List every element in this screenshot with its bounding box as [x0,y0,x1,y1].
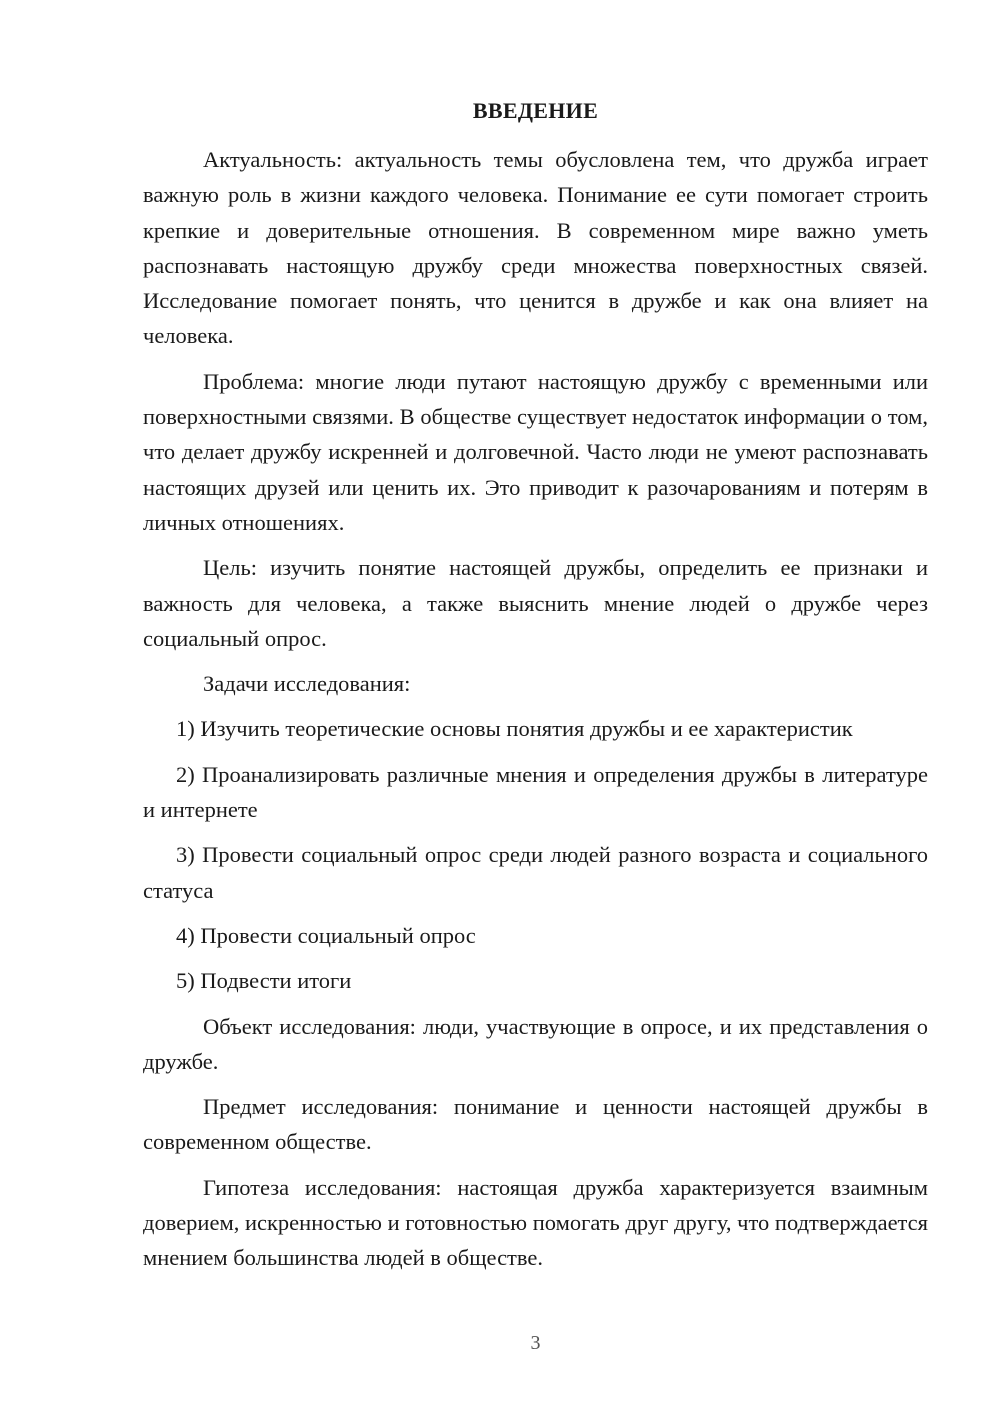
page-title: ВВЕДЕНИЕ [472,98,599,123]
object-paragraph: Объект исследования: люди, участвующие в опросе, и их представления о дружбе. [143,1013,928,1074]
problem-paragraph: Проблема: многие люди путают настоящую дружбу с временными или поверхностными связями. В обществе существует недостаток информации о том, что делает дружбу искренней и долговечной. Часто люди не умеют распознавать настоящих друзей или ценить их. Это приводит к разочарованиям и потерям в личных отношениях. [143,368,928,535]
task-item-3: 3) Провести социальный опрос среди людей разного возраста и социального статуса [143,842,928,903]
subject-paragraph: Предмет исследования: понимание и ценности настоящей дружбы в современном обществе. [143,1094,928,1155]
task-item-4: 4) Провести социальный опрос [176,922,476,948]
document-body [143,142,928,1276]
tasks-heading: Задачи исследования: [203,671,411,697]
hypothesis-paragraph: Гипотеза исследования: настоящая дружба характеризуется взаимным доверием, искренностью и готовностью помогать друг другу, что подтверждается мнением большинства людей в обществе. [143,1174,928,1271]
relevance-paragraph: Актуальность: актуальность темы обусловлена тем, что дружба играет важную роль в жизни каждого человека. Понимание ее сути помогает строить крепкие и доверительные отношения. В современном мире важно уметь распознавать настоящую дружбу среди множества поверхностных связей. Исследование помогает понять, что ценится в дружбе и как она влияет на человека. [143,147,928,349]
goal-paragraph: Цель: изучить понятие настоящей дружбы, определить ее признаки и важность для человека, а также выяснить мнение людей о дружбе через социальный опрос. [143,555,928,651]
task-item-2: 2) Проанализировать различные мнения и определения дружбы в литературе и интернете [143,761,928,823]
page-number: 3 [530,1332,541,1354]
task-item-5: 5) Подвести итоги [176,968,352,994]
document-page [143,0,928,1414]
task-item-1: 1) Изучить теоретические основы понятия дружбы и ее характеристик [176,716,853,742]
